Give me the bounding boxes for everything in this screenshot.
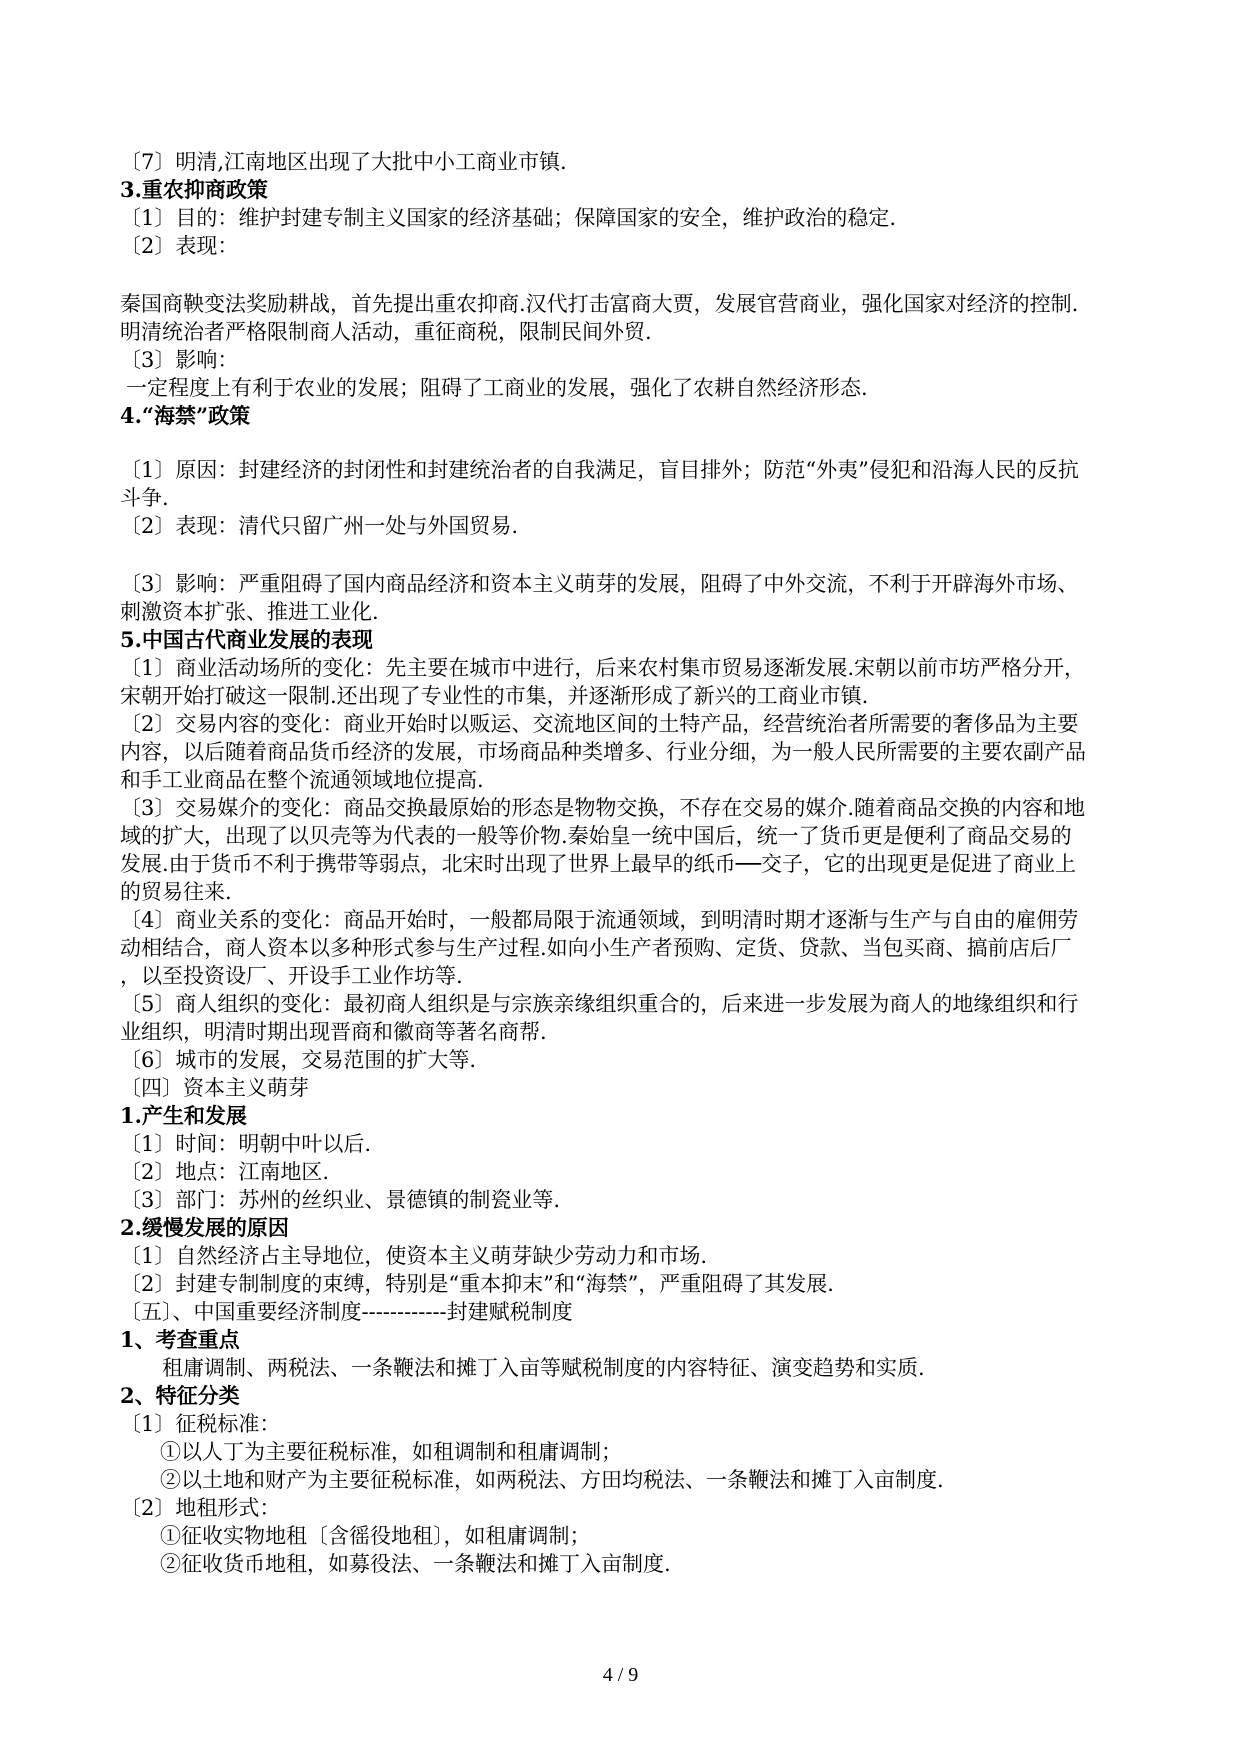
text-line: 域的扩大，出现了以贝壳等为代表的一般等价物.秦始皇一统中国后，统一了货币更是便利了商品交易的 <box>120 824 1072 848</box>
text-line: 动相结合，商人资本以多种形式参与生产过程.如向小生产者预购、定货、贷款、当包买商、搞前店后厂 <box>120 936 1072 960</box>
text-line: 〔2〕交易内容的变化：商业开始时以贩运、交流地区间的土特产品，经营统治者所需要的奢侈品为主要 <box>120 712 1079 736</box>
text-line: 〔6〕城市的发展，交易范围的扩大等. <box>120 1048 477 1072</box>
text-line: 〔2〕表现：清代只留广州一处与外国贸易. <box>120 514 519 538</box>
text-line: 明清统治者严格限制商人活动，重征商税，限制民间外贸. <box>120 320 652 344</box>
text-line: 〔五〕、中国重要经济制度------------封建赋税制度 <box>120 1300 573 1324</box>
text-line: ，以至投资设厂、开设手工业作坊等. <box>120 964 463 988</box>
text-line: 租庸调制、两税法、一条鞭法和摊丁入亩等赋税制度的内容特征、演变趋势和实质. <box>162 1356 925 1380</box>
section-heading: 5.中国古代商业发展的表现 <box>120 627 373 652</box>
text-line: 〔1〕时间：明朝中叶以后. <box>120 1132 372 1156</box>
text-line: 〔5〕商人组织的变化：最初商人组织是与宗族亲缘组织重合的，后来进一步发展为商人的地缘组织和行 <box>120 992 1079 1016</box>
section-heading: 1、考查重点 <box>120 1327 240 1352</box>
text-line: ②征收货币地租，如募役法、一条鞭法和摊丁入亩制度. <box>160 1552 671 1576</box>
text-line: 〔2〕地点：江南地区. <box>120 1160 330 1184</box>
text-line: 〔1〕自然经济占主导地位，使资本主义萌芽缺少劳动力和市场. <box>120 1244 708 1268</box>
text-line: ①以人丁为主要征税标准，如租调制和租庸调制； <box>160 1440 622 1464</box>
text-line: 〔3〕影响：严重阻碍了国内商品经济和资本主义萌芽的发展，阻碍了中外交流，不利于开辟海外市场、 <box>120 572 1079 596</box>
section-heading: 4.“海禁”政策 <box>120 403 251 428</box>
text-line: 〔7〕明清,江南地区出现了大批中小工商业市镇. <box>120 150 567 174</box>
text-line: 刺激资本扩张、推进工业化. <box>120 600 379 624</box>
text-line: 和手工业商品在整个流通领域地位提高. <box>120 768 484 792</box>
text-line: 〔1〕原因：封建经济的封闭性和封建统治者的自我满足，盲目排外；防范“外夷”侵犯和沿海人民的反抗 <box>120 458 1079 482</box>
text-line: 发展.由于货币不利于携带等弱点，北宋时出现了世界上最早的纸币──交子，它的出现更是促进了商业上 <box>120 852 1076 876</box>
text-line: 斗争. <box>120 486 169 510</box>
text-line: ①征收实物地租〔含徭役地租〕，如租庸调制； <box>160 1524 591 1548</box>
text-line: 〔2〕封建专制制度的束缚，特别是“重本抑末”和“海禁”，严重阻碍了其发展. <box>120 1272 834 1296</box>
text-line: 〔1〕目的：维护封建专制主义国家的经济基础；保障国家的安全，维护政治的稳定. <box>120 206 897 230</box>
section-heading: 1.产生和发展 <box>120 1103 247 1128</box>
text-line: 〔4〕商业关系的变化：商品开始时，一般都局限于流通领域，到明清时期才逐渐与生产与自由的雇佣劳 <box>120 908 1079 932</box>
text-line: ②以土地和财产为主要征税标准，如两税法、方田均税法、一条鞭法和摊丁入亩制度. <box>160 1468 944 1492</box>
text-line: 内容，以后随着商品货币经济的发展，市场商品种类增多、行业分细，为一般人民所需要的主要农副产品 <box>120 740 1086 764</box>
text-line: 〔3〕影响： <box>120 348 239 372</box>
text-line: 一定程度上有利于农业的发展；阻碍了工商业的发展，强化了农耕自然经济形态. <box>126 376 868 400</box>
text-line: 〔1〕商业活动场所的变化：先主要在城市中进行，后来农村集市贸易逐渐发展.宋朝以前市坊严格分开， <box>120 656 1086 680</box>
section-heading: 2、特征分类 <box>120 1383 240 1408</box>
text-line: 〔2〕表现： <box>120 234 239 258</box>
section-heading: 3.重农抑商政策 <box>120 177 268 202</box>
text-line: 秦国商鞅变法奖励耕战，首先提出重农抑商.汉代打击富商大贾，发展官营商业，强化国家对经济的控制. <box>120 292 1079 316</box>
text-line: 的贸易往来. <box>120 880 232 904</box>
text-line: 〔2〕地租形式： <box>120 1496 281 1520</box>
section-heading: 2.缓慢发展的原因 <box>120 1215 289 1240</box>
text-line: 业组织，明清时期出现晋商和徽商等著名商帮. <box>120 1020 547 1044</box>
text-line: 〔3〕交易媒介的变化：商品交换最原始的形态是物物交换，不存在交易的媒介.随着商品交换的内容和地 <box>120 796 1086 820</box>
page-number: 4 / 9 <box>602 1664 639 1686</box>
text-line: 〔1〕征税标准： <box>120 1412 281 1436</box>
text-line: 〔四〕资本主义萌芽 <box>120 1076 309 1100</box>
text-line: 宋朝开始打破这一限制.还出现了专业性的市集，并逐渐形成了新兴的工商业市镇. <box>120 684 869 708</box>
text-line: 〔3〕部门：苏州的丝织业、景德镇的制瓷业等. <box>120 1188 561 1212</box>
